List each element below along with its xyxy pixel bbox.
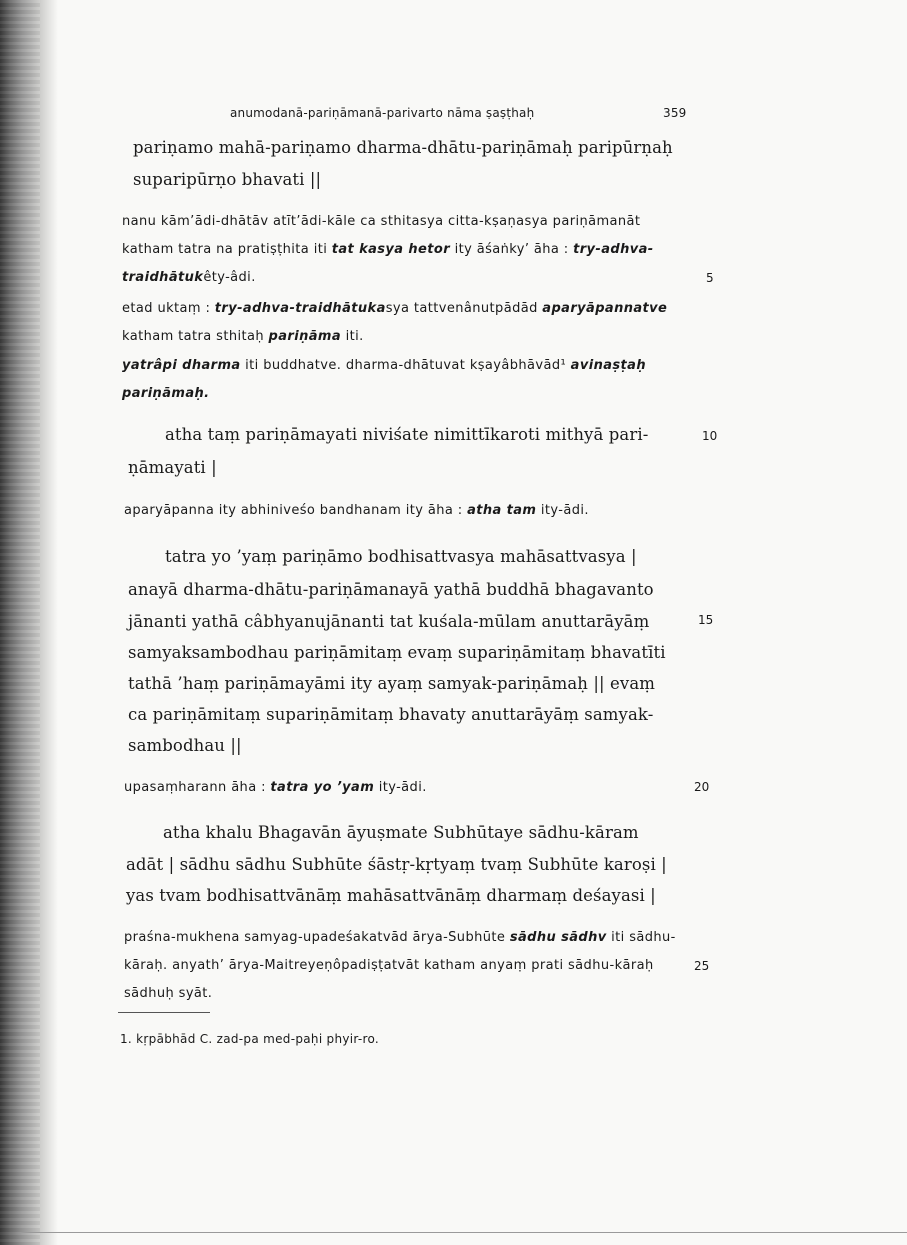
commentary-line: aparyāpanna ity abhiniveśo bandhanam ity āha : atha tam ity-ādi.	[124, 503, 589, 518]
footnote: 1. kṛpābhād C. zad-pa med-paḥi phyir-ro.	[120, 1032, 380, 1046]
commentary-line: katham tatra na pratiṣṭhita iti tat kasya hetor ity āśaṅky’ āha : try-adhva-	[122, 242, 654, 257]
commentary-line: upasaṃharann āha : tatra yo ’yam ity-ādi.	[124, 780, 427, 795]
commentary-line: kāraḥ. anyath’ ārya-Maitreyeṇôpadiṣṭatvāt katham anyaṃ prati sādhu-kāraḥ	[124, 958, 654, 973]
line-number-25: 25	[694, 959, 710, 973]
main-text-line: atha khalu Bhagavān āyuṣmate Subhūtaye sādhu-kāram	[163, 823, 639, 842]
running-title: anumodanā-pariṇāmanā-parivarto nāma ṣaṣṭhaḥ	[230, 106, 535, 120]
commentary-line: yatrâpi dharma iti buddhatve. dharma-dhātuvat kṣayâbhāvād¹ avinaṣṭaḥ	[122, 358, 646, 373]
page-number: 359	[663, 106, 687, 120]
line-number-20: 20	[694, 780, 710, 794]
main-text-line: anayā dharma-dhātu-pariṇāmanayā yathā buddhā bhagavanto	[128, 580, 654, 599]
commentary-line: etad uktaṃ : try-adhva-traidhātukasya tattvenânutpādād aparyāpannatve	[122, 301, 668, 316]
commentary-line: traidhātukêty-âdi.	[122, 270, 256, 285]
main-text-line: yas tvam bodhisattvānāṃ mahāsattvānāṃ dharmaṃ deśayasi |	[126, 886, 656, 905]
scan-bottom-edge	[20, 1232, 907, 1233]
main-text-line: jānanti yathā câbhyanujānanti tat kuśala-mūlam anuttarāyāṃ	[128, 612, 650, 631]
main-text-line: samyaksambodhau pariṇāmitaṃ evaṃ supariṇāmitaṃ bhavatīti	[128, 643, 666, 662]
main-text-line: ca pariṇāmitaṃ supariṇāmitaṃ bhavaty anuttarāyāṃ samyak-	[128, 705, 654, 724]
main-text-line: atha taṃ pariṇāmayati niviśate nimittīkaroti mithyā pari-	[165, 425, 649, 444]
line-number-15: 15	[698, 613, 714, 627]
commentary-line: sādhuḥ syāt.	[124, 986, 213, 1001]
commentary-line: katham tatra sthitaḥ pariṇāma iti.	[122, 329, 364, 344]
commentary-line: praśna-mukhena samyag-upadeśakatvād ārya-Subhūte sādhu sādhv iti sādhu-	[124, 930, 676, 945]
commentary-line: pariṇāmaḥ.	[122, 386, 210, 401]
binding-gutter-texture	[0, 0, 40, 1245]
footnote-rule	[118, 1012, 210, 1013]
main-text-line: pariṇamo mahā-pariṇamo dharma-dhātu-pariṇāmaḥ paripūrṇaḥ	[133, 138, 673, 157]
commentary-line: nanu kām’ādi-dhātāv atīt’ādi-kāle ca sthitasya citta-kṣaṇasya pariṇāmanāt	[122, 214, 641, 229]
main-text-line: sambodhau ||	[128, 736, 242, 755]
line-number-5: 5	[706, 271, 714, 285]
main-text-line: adāt | sādhu sādhu Subhūte śāstṛ-kṛtyaṃ tvaṃ Subhūte karoṣi |	[126, 855, 667, 874]
main-text-line: suparipūrṇo bhavati ||	[133, 170, 322, 189]
main-text-line: tathā ’haṃ pariṇāmayāmi ity ayaṃ samyak-pariṇāmaḥ || evaṃ	[128, 674, 656, 693]
main-text-line: tatra yo ’yaṃ pariṇāmo bodhisattvasya mahāsattvasya |	[165, 547, 637, 566]
line-number-10: 10	[702, 429, 718, 443]
main-text-line: ṇāmayati |	[128, 458, 217, 477]
